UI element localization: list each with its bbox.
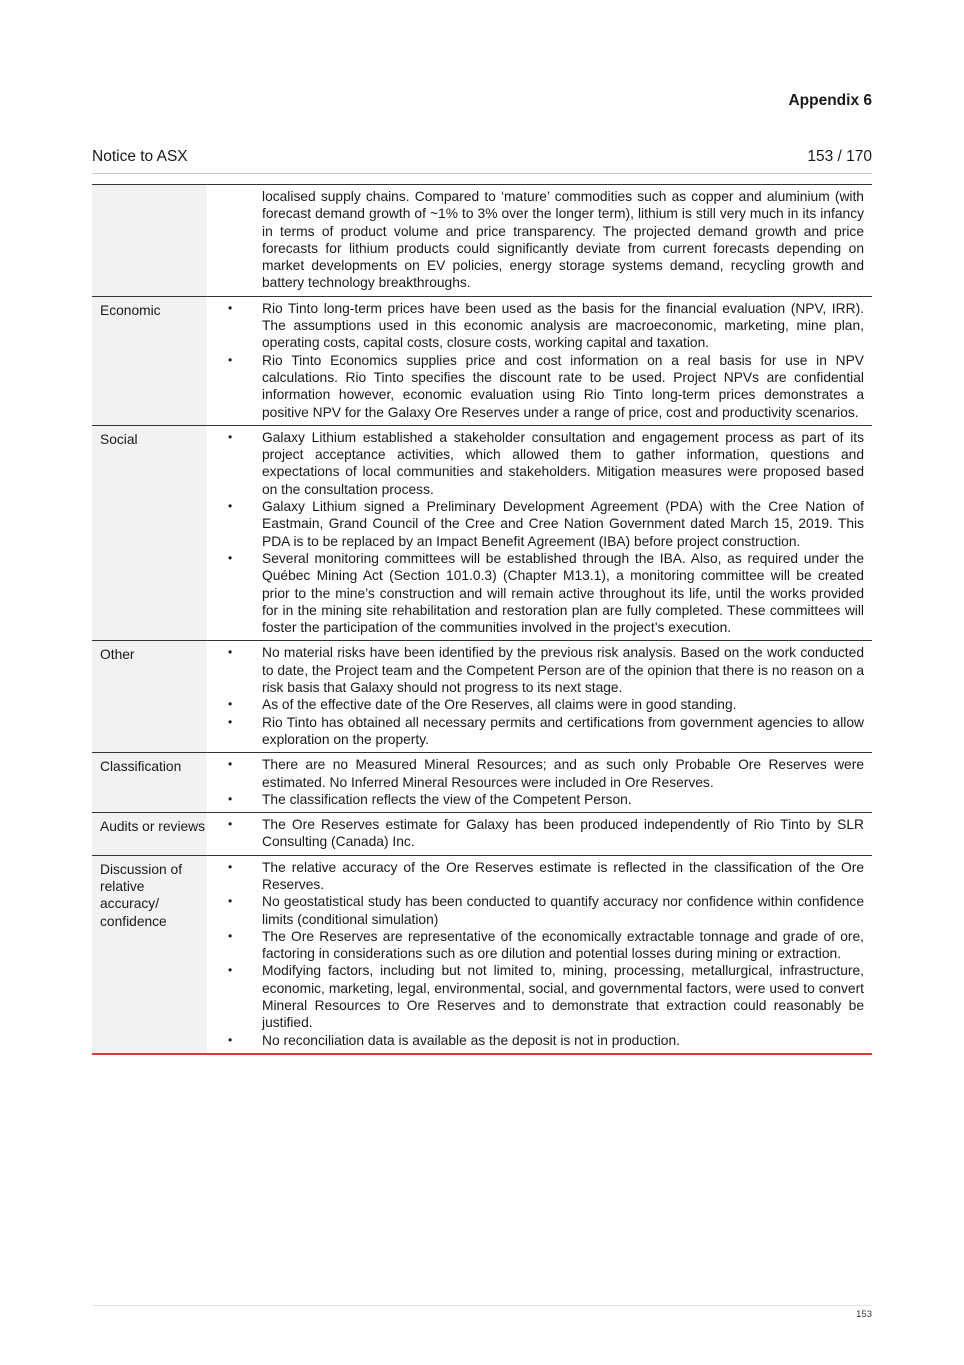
list-item-text: As of the effective date of the Ore Reserves, all claims were in good standing. [262, 697, 737, 713]
list-item-text: The relative accuracy of the Ore Reserves estimate is reflected in the classification of the Ore Reserves. [262, 859, 864, 892]
bullet-icon: • [228, 859, 233, 874]
list-item-text: Galaxy Lithium established a stakeholder consultation and engagement process as part of its project acceptance activities, which allowed them to gather information, questions and expectations of local communities and stakeholders. Mitigation measures were proposed based on the consultation process. [262, 429, 864, 497]
list-item-text: No geostatistical study has been conducted to quantify accuracy nor confidence within confidence limits (conditional simulation) [262, 894, 864, 927]
footer-divider [92, 1305, 872, 1306]
list-item [228, 300, 864, 352]
row-label: Social [92, 426, 207, 641]
row-content [207, 753, 872, 812]
document-title: Notice to ASX [92, 148, 188, 165]
list-item-text: Rio Tinto has obtained all necessary permits and certifications from government agencies to allow exploration on the property. [262, 714, 864, 747]
page-header [92, 148, 872, 166]
bullet-icon: • [228, 499, 233, 514]
table-row [92, 752, 872, 812]
list-item-text: No material risks have been identified by the previous risk analysis. Based on the work conducted to date, the Project team and the Competent Person are of the opinion that there is no reason on a risk basis that Galaxy should not progress to its next stage. [262, 645, 864, 696]
list-item [228, 756, 864, 791]
list-item-text: The classification reflects the view of the Competent Person. [262, 791, 632, 807]
list-item-text: The Ore Reserves estimate for Galaxy has been produced independently of Rio Tinto by SLR Consulting (Canada) Inc. [262, 817, 864, 850]
page-count: 153 / 170 [807, 148, 872, 165]
table-row [92, 855, 872, 1053]
list-item [228, 791, 864, 808]
bullet-icon: • [228, 928, 233, 943]
bullet-list [207, 756, 864, 808]
table-row [92, 812, 872, 855]
row-content [207, 641, 872, 752]
list-item-text: Rio Tinto Economics supplies price and cost information on a real basis for use in NPV calculations. Rio Tinto specifies the discount rate to be used. Project NPVs are confidential information however, economic evaluation using Rio Tinto long-term prices demonstrates a positive NPV for the Galaxy Ore Reserves under a range of price, cost and productivity scenarios. [262, 352, 864, 420]
table-rows [92, 296, 872, 1053]
table-row [92, 425, 872, 641]
list-item-text: No reconciliation data is available as the deposit is not in production. [262, 1032, 680, 1048]
list-item-text: There are no Measured Mineral Resources; and as such only Probable Ore Reserves were estimated. No Inferred Mineral Resources were included in Ore Reserves. [262, 757, 864, 790]
list-item [228, 816, 864, 851]
table-row [92, 184, 872, 296]
bullet-icon: • [228, 645, 233, 660]
list-item [228, 1032, 864, 1049]
bullet-list [207, 859, 864, 1049]
row-label: Discussion of relative accuracy/ confidence [92, 856, 207, 1053]
bullet-icon: • [228, 1032, 233, 1047]
row-label: Classification [92, 753, 207, 812]
appendix-title: Appendix 6 [788, 92, 872, 109]
bullet-list [207, 644, 864, 748]
table-row [92, 640, 872, 752]
list-item-text: Modifying factors, including but not limited to, mining, processing, metallurgical, infrastructure, economic, marketing, legal, environmental, social, and governmental factors, were used to convert Mineral Resources to Ore Reserves and to demonstrate that extraction could reasonably be justified. [262, 963, 864, 1031]
list-item [228, 928, 864, 963]
list-item [228, 859, 864, 894]
list-item-text: Rio Tinto long-term prices have been used as the basis for the financial evaluation (NPV, IRR). The assumptions used in this economic analysis are macroeconomic, marketing, mine plan, operating costs, capital costs, closure costs, working capital and taxation. [262, 300, 864, 351]
bullet-icon: • [228, 352, 233, 367]
bullet-icon: • [228, 714, 233, 729]
bullet-icon: • [228, 429, 233, 444]
list-item-text: Several monitoring committees will be established through the IBA. Also, as required under the Québec Mining Act (Section 101.0.3) (Chapter M13.1), a monitoring committee will be created prior to the mine’s construction and will remain active throughout its life, until the works provided for in the mining site rehabilitation and restoration plan are fully completed. These committees will foster the participation of the communities involved in the project’s execution. [262, 550, 864, 636]
list-item [228, 429, 864, 498]
modifying-factors-table [92, 184, 872, 1055]
bullet-list [207, 300, 864, 421]
list-item [228, 893, 864, 928]
row-content [207, 856, 872, 1053]
bullet-icon: • [228, 894, 233, 909]
list-item-text: The Ore Reserves are representative of the economically extractable tonnage and grade of ore, factoring in considerations such as ore dilution and potential losses during mining or extraction. [262, 928, 864, 962]
row-label: Audits or reviews [92, 813, 207, 855]
row-content [207, 813, 872, 855]
list-item [228, 352, 864, 421]
list-item [228, 550, 864, 636]
row-label: Economic [92, 297, 207, 425]
bullet-icon: • [228, 963, 233, 978]
list-item-text: Galaxy Lithium signed a Preliminary Development Agreement (PDA) with the Cree Nation of Eastmain, Grand Council of the Cree and Cree Nation Government dated March 15, 2019. This PDA is to be replaced by an Impact Benefit Agreement (IBA) before project construction. [262, 499, 864, 549]
bullet-icon: • [228, 550, 233, 565]
bullet-list [207, 816, 864, 851]
header-divider [92, 173, 872, 174]
bullet-icon: • [228, 757, 233, 772]
list-item [228, 498, 864, 550]
intro-paragraph: localised supply chains. Compared to ‘mature’ commodities such as copper and aluminium (with forecast demand growth of ~1% to 3% over the longer term), lithium is still very much in its infancy in terms of product volume and price transparency. The projected demand growth and price forecasts for lithium products could significantly deviate from current forecasts depending on market developments on EV policies, energy storage systems demand, recycling growth and battery technology breakthroughs. [262, 189, 864, 291]
list-item [228, 962, 864, 1031]
list-item [228, 696, 864, 713]
row-content [207, 297, 872, 425]
table-row [92, 296, 872, 425]
bullet-icon: • [228, 791, 233, 806]
row-label [92, 185, 207, 296]
page-number: 153 [856, 1309, 872, 1320]
row-label: Other [92, 641, 207, 752]
row-content [207, 426, 872, 641]
bullet-icon: • [228, 817, 233, 832]
bullet-list [207, 429, 864, 637]
list-item [228, 644, 864, 696]
bullet-icon: • [228, 300, 233, 315]
list-item [228, 714, 864, 749]
bullet-icon: • [228, 697, 233, 712]
